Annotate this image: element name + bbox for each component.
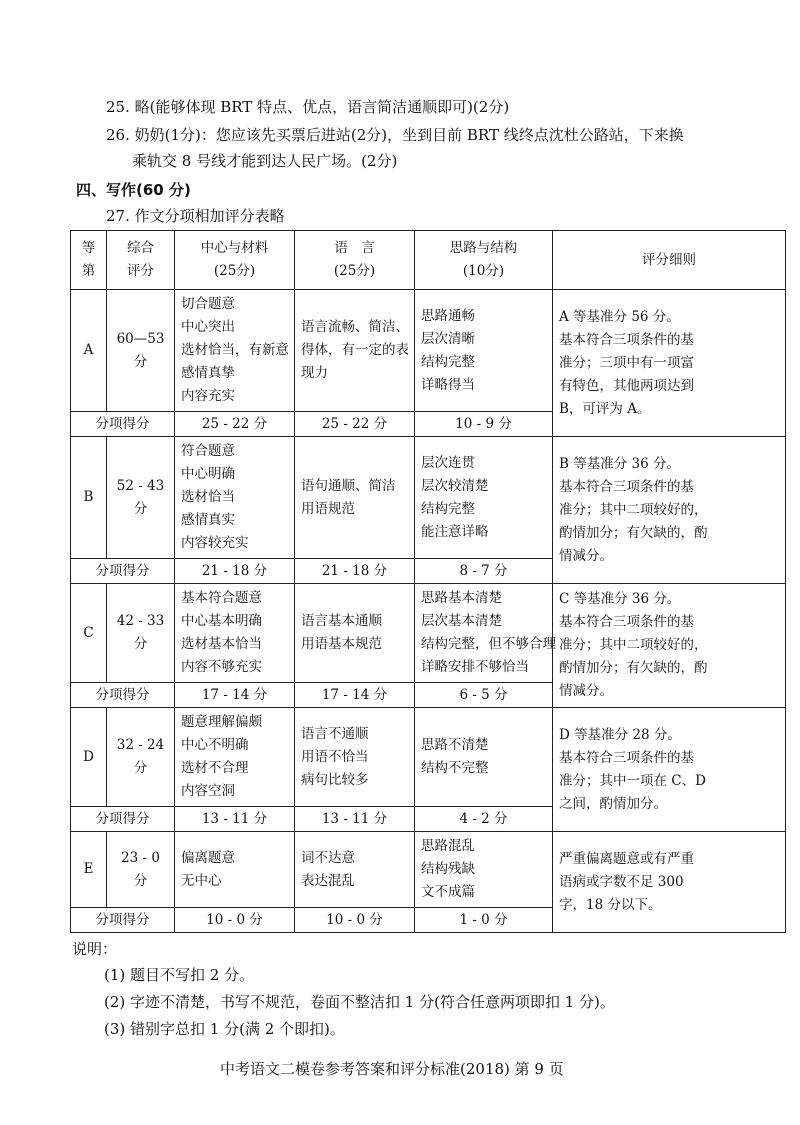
header-content: 中心与材料 (25分) [175, 231, 295, 290]
grade-row-b [71, 437, 786, 559]
structure-criteria: 思路不清楚 结构不完整 [415, 708, 553, 807]
sub-score-structure: 4 - 2 分 [415, 807, 553, 832]
answer-26-line2: 乘轨交 8 号线才能到达人民广场。(2分) [132, 152, 398, 170]
grade-label: A [71, 290, 107, 412]
sub-score-language: 17 - 14 分 [295, 683, 415, 708]
question-27-title: 27. 作文分项相加评分表略 [106, 207, 285, 225]
sub-score-content: 10 - 0 分 [175, 908, 295, 933]
sub-score-structure: 10 - 9 分 [415, 412, 553, 437]
header-language: 语 言 (25分) [295, 231, 415, 290]
rules-detail: D 等基准分 28 分。 基本符合三项条件的基 准分；其中一项在 C、D 之间，酌情加分。 [553, 708, 786, 832]
header-grade: 等第 [71, 231, 107, 290]
answer-25: 25. 略(能够体现 BRT 特点、优点，语言简洁通顺即可)(2分) [106, 98, 510, 116]
grade-label: C [71, 584, 107, 683]
note-item: (1) 题目不写扣 2 分。 [104, 966, 255, 984]
structure-criteria: 思路通畅 层次清晰 结构完整 详略得当 [415, 290, 553, 412]
rules-detail: A 等基准分 56 分。 基本符合三项条件的基 准分；三项中有一项富 有特色，其他两项达到 B，可评为 A。 [553, 290, 786, 437]
total-range: 42 - 33 分 [107, 584, 175, 683]
grade-row-a [71, 290, 786, 412]
total-range: 52 - 43 分 [107, 437, 175, 559]
structure-criteria: 思路基本清楚 层次基本清楚 结构完整，但不够合理 详略安排不够恰当 [415, 584, 553, 683]
sub-score-language: 10 - 0 分 [295, 908, 415, 933]
sub-score-structure: 6 - 5 分 [415, 683, 553, 708]
rules-detail: 严重偏离题意或有严重 语病或字数不足 300 字，18 分以下。 [553, 832, 786, 933]
content-criteria: 切合题意 中心突出 选材恰当，有新意 感情真挚 内容充实 [175, 290, 295, 412]
note-item: (3) 错别字总扣 1 分(满 2 个即扣)。 [104, 1020, 345, 1038]
sub-score-language: 13 - 11 分 [295, 807, 415, 832]
sub-score-language: 25 - 22 分 [295, 412, 415, 437]
content-criteria: 偏离题意 无中心 [175, 832, 295, 908]
structure-criteria: 层次连贯 层次较清楚 结构完整 能注意详略 [415, 437, 553, 559]
sub-score-label: 分项得分 [71, 908, 175, 933]
language-criteria: 语句通顺、简洁 用语规范 [295, 437, 415, 559]
content-criteria: 基本符合题意 中心基本明确 选材基本恰当 内容不够充实 [175, 584, 295, 683]
section-title: 四、写作(60 分) [76, 181, 191, 199]
total-range: 60—53 分 [107, 290, 175, 412]
sub-score-label: 分项得分 [71, 683, 175, 708]
language-criteria: 词不达意 表达混乱 [295, 832, 415, 908]
grade-label: D [71, 708, 107, 807]
sub-score-language: 21 - 18 分 [295, 559, 415, 584]
note-item: (2) 字迹不清楚，书写不规范，卷面不整洁扣 1 分(符合任意两项即扣 1 分)。 [104, 993, 615, 1011]
language-criteria: 语言不通顺 用语不恰当 病句比较多 [295, 708, 415, 807]
grade-row-c [71, 584, 786, 683]
total-range: 32 - 24 分 [107, 708, 175, 807]
header-total: 综合 评分 [107, 231, 175, 290]
grade-row-d [71, 708, 786, 807]
sub-score-content: 25 - 22 分 [175, 412, 295, 437]
content-criteria: 题意理解偏颇 中心不明确 选材不合理 内容空洞 [175, 708, 295, 807]
sub-score-structure: 8 - 7 分 [415, 559, 553, 584]
sub-score-structure: 1 - 0 分 [415, 908, 553, 933]
header-structure: 思路与结构 (10分) [415, 231, 553, 290]
header-rules: 评分细则 [553, 231, 786, 290]
structure-criteria: 思路混乱 结构残缺 文不成篇 [415, 832, 553, 908]
grade-label: E [71, 832, 107, 908]
sub-score-label: 分项得分 [71, 412, 175, 437]
sub-score-label: 分项得分 [71, 807, 175, 832]
rules-detail: B 等基准分 36 分。 基本符合三项条件的基 准分；其中二项较好的， 酌情加分；有欠缺的，酌 情减分。 [553, 437, 786, 584]
sub-score-content: 13 - 11 分 [175, 807, 295, 832]
language-criteria: 语言流畅、简洁、 得体，有一定的表 现力 [295, 290, 415, 412]
grading-table [70, 230, 786, 933]
answer-26-line1: 26. 奶奶(1分)：您应该先买票后进站(2分)，坐到目前 BRT 线终点沈杜公路站，下来换 [106, 126, 684, 144]
sub-score-content: 17 - 14 分 [175, 683, 295, 708]
sub-score-label: 分项得分 [71, 559, 175, 584]
notes-title: 说明： [72, 940, 118, 958]
language-criteria: 语言基本通顺 用语基本规范 [295, 584, 415, 683]
content-criteria: 符合题意 中心明确 选材恰当 感情真实 内容较充实 [175, 437, 295, 559]
grade-row-e [71, 832, 786, 908]
sub-score-content: 21 - 18 分 [175, 559, 295, 584]
rules-detail: C 等基准分 36 分。 基本符合三项条件的基 准分；其中二项较好的， 酌情加分；有欠缺的，酌 情减分。 [553, 584, 786, 708]
page-footer: 中考语文二模卷参考答案和评分标准(2018) 第 9 页 [220, 1060, 564, 1078]
grade-label: B [71, 437, 107, 559]
total-range: 23 - 0 分 [107, 832, 175, 908]
